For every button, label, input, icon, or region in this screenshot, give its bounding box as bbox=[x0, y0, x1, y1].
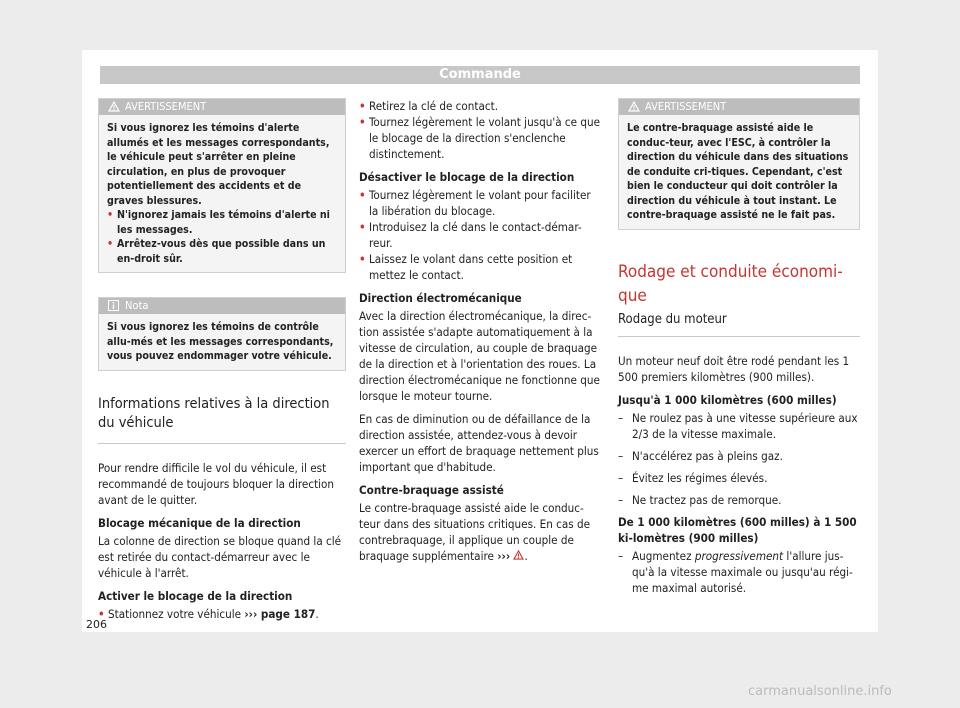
section-heading: Informations relatives à la direction du véhicule bbox=[98, 395, 346, 444]
page-link[interactable]: ››› page 187 bbox=[244, 606, 316, 621]
subheading: Contre-braquage assisté bbox=[359, 483, 504, 497]
section-heading: Rodage du moteur bbox=[618, 312, 860, 337]
list-item: • Tournez légèrement le volant jusqu'à ce que le blocage de la direction s'enclenche distinctement. bbox=[359, 115, 601, 161]
warning-bullet: • Arrêtez-vous dès que possible dans un en-droit sûr. bbox=[107, 238, 326, 265]
watermark: carmanualsonline.info bbox=[748, 684, 892, 699]
warning-bullet: • N'ignorez jamais les témoins d'alerte ni les messages. bbox=[107, 209, 330, 236]
list-item: – Ne tractez pas de remorque. bbox=[618, 492, 782, 507]
warning-box bbox=[618, 98, 860, 230]
subheading: Activer le blocage de la direction bbox=[98, 588, 293, 603]
warning-text: Le contre-braquage assisté aide le conduc-teur, avec l'ESC, à contrôler la direction du véhicule dans des situations de conduite cri-tiques. Cependant, c'est bien le conducteur qui doit contrôler la direction du véhicule à tout instant. Le contre-braquage assisté ne le fait pas. bbox=[627, 122, 849, 221]
paragraph: Le contre-braquage assisté aide le conduc-teur dans des situations critiques. En cas de contrebraquage, il applique un couple de braquage supplémentaire ››› . bbox=[359, 501, 591, 563]
list-item: – Augmentez progressivement l'allure jus-qu'à la vitesse maximale ou jusqu'au régi-me maximal autorisé. bbox=[618, 548, 853, 595]
list-item: • Introduisez la clé dans le contact-démar-reur. bbox=[359, 220, 582, 250]
list-item: – Ne roulez pas à une vitesse supérieure aux 2/3 de la vitesse maximale. bbox=[618, 410, 858, 441]
info-icon bbox=[108, 300, 119, 316]
warning-title: AVERTISSEMENT bbox=[125, 100, 207, 113]
subheading: Jusqu'à 1 000 kilomètres (600 milles) bbox=[618, 392, 837, 407]
column-1 bbox=[98, 98, 346, 622]
subheading: Blocage mécanique de la direction bbox=[98, 515, 301, 530]
subheading: De 1 000 kilomètres (600 milles) à 1 500 ki-lomètres (900 milles) bbox=[618, 514, 857, 545]
subheading: Désactiver le blocage de la direction bbox=[359, 170, 575, 184]
warning-text: Si vous ignorez les témoins d'alerte allumés et les messages correspondants, le véhicule peut s'arrêter en pleine circulation, en plus de provoquer potentiellement des accidents et de graves blessures. bbox=[107, 122, 330, 207]
warning-triangle-icon bbox=[108, 101, 120, 117]
list-item: • Stationnez votre véhicule ››› page 187. bbox=[98, 606, 319, 621]
subheading: Direction électromécanique bbox=[359, 291, 522, 305]
warning-triangle-icon bbox=[513, 549, 524, 563]
list-item: • Retirez la clé de contact. bbox=[359, 99, 499, 113]
warning-link[interactable]: ››› bbox=[497, 549, 511, 563]
list-item: – Évitez les régimes élevés. bbox=[618, 470, 768, 485]
paragraph: Un moteur neuf doit être rodé pendant les 1 500 premiers kilomètres (900 milles). bbox=[618, 353, 850, 384]
paragraph: En cas de diminution ou de défaillance de la direction assistée, attendez-vous à devoir exercer un effort de braquage nettement plus important que d'habitude. bbox=[359, 412, 599, 474]
list-item: • Tournez légèrement le volant pour faciliter la libération du blocage. bbox=[359, 188, 591, 218]
note-text: Si vous ignorez les témoins de contrôle allu-més et les messages correspondants, vous pouvez endommager votre véhicule. bbox=[107, 321, 334, 362]
column-2 bbox=[359, 98, 603, 571]
chapter-heading: Rodage et conduite économi-que bbox=[618, 261, 843, 306]
paragraph: Pour rendre difficile le vol du véhicule, il est recommandé de toujours bloquer la direction avant de le quitter. bbox=[98, 460, 335, 507]
note-title: Nota bbox=[125, 299, 149, 312]
list-item: – N'accélérez pas à pleins gaz. bbox=[618, 448, 783, 463]
paragraph: Avec la direction électromécanique, la direc-tion assistée s'adapte automatiquement à la vitesse de circulation, au couple de braquage de la direction et à l'orientation des roues. La direction électromécanique ne fonctionne que lorsque le moteur tourne. bbox=[359, 309, 600, 403]
list-item: • Laissez le volant dans cette position et mettez le contact. bbox=[359, 252, 573, 282]
section-header: Commande bbox=[100, 66, 860, 84]
column-3 bbox=[618, 98, 860, 602]
warning-triangle-icon bbox=[628, 101, 640, 117]
warning-title: AVERTISSEMENT bbox=[645, 100, 727, 113]
paragraph: La colonne de direction se bloque quand la clé est retirée du contact-démarreur avec le véhicule à l'arrêt. bbox=[98, 533, 342, 580]
note-box bbox=[98, 297, 346, 371]
page-number: 206 bbox=[86, 618, 107, 631]
warning-box bbox=[98, 98, 346, 273]
